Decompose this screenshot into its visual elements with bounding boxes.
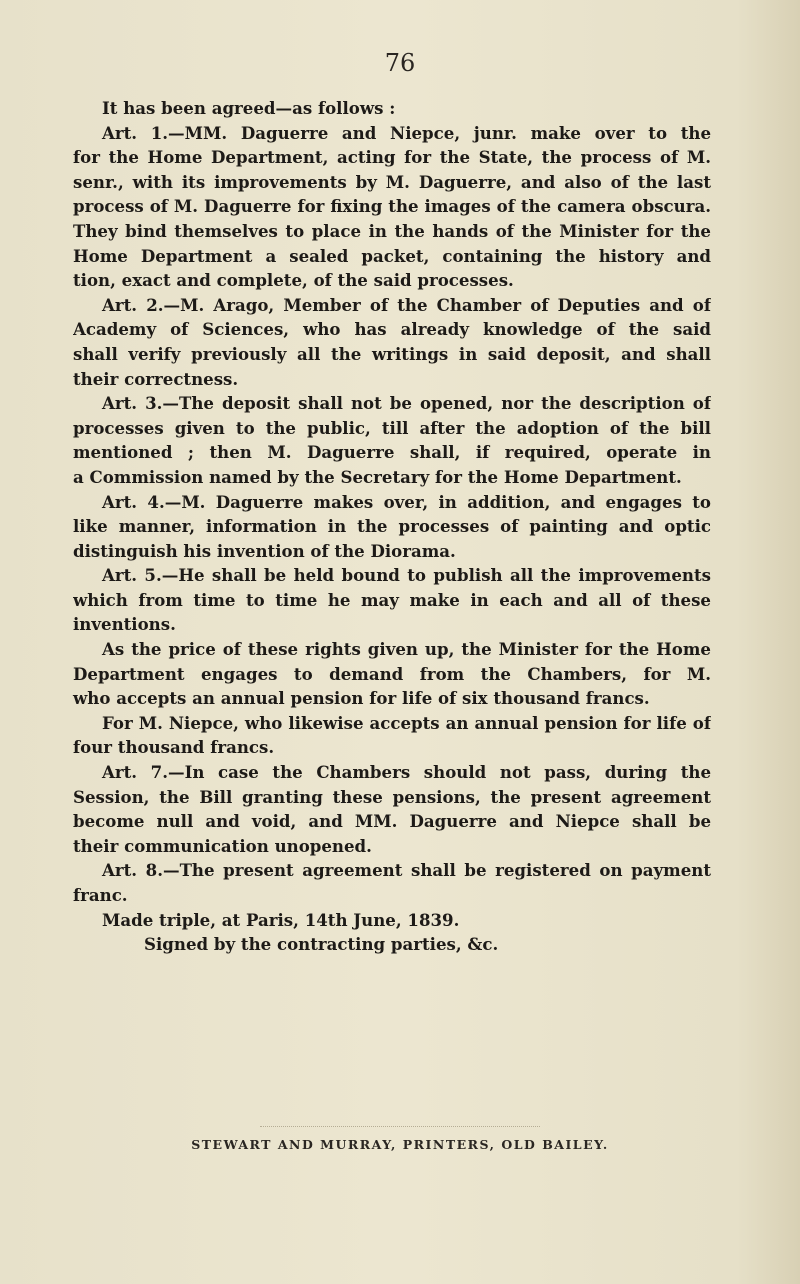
text-line: Session, the Bill granting these pensions, the present agreement	[73, 786, 711, 807]
text-line: who accepts an annual pension for life of six thousand francs.	[73, 688, 650, 709]
text-line: senr., with its improvements by M. Daguerre, and also of the last	[73, 171, 711, 192]
text-line: It has been agreed—as follows :	[102, 98, 396, 118]
text-line: their communication unopened.	[73, 835, 372, 856]
text-line: Home Department a sealed packet, containing the history and	[73, 245, 711, 266]
text-line: for the Home Department, acting for the State, the process of M.	[73, 147, 711, 168]
text-line: franc.	[73, 885, 128, 905]
text-line: Art. 2.—M. Arago, Member of the Chamber of Deputies and of	[102, 294, 711, 315]
text-line: mentioned ; then M. Daguerre shall, if required, operate in	[73, 442, 711, 463]
text-line: processes given to the public, till after the adoption of the bill	[73, 417, 711, 438]
text-line: Art. 3.—The deposit shall not be opened, nor the description of	[102, 393, 711, 414]
text-line: a Commission named by the Secretary for the Home Department.	[73, 466, 682, 487]
text-line: process of M. Daguerre for fixing the images of the camera obscura.	[73, 196, 711, 217]
text-line: Art. 1.—MM. Daguerre and Niepce, junr. make over to the	[102, 122, 711, 143]
text-line: Art. 8.—The present agreement shall be registered on payment	[102, 860, 711, 881]
text-line: Art. 4.—M. Daguerre makes over, in addition, and engages to	[102, 491, 711, 512]
text-line: As the price of these rights given up, the Minister for the Home	[102, 639, 711, 660]
text-line: shall verify previously all the writings in said deposit, and shall	[73, 343, 711, 364]
text-line: become null and void, and MM. Daguerre and Niepce shall be	[73, 811, 711, 832]
text-line: inventions.	[73, 614, 176, 635]
text-line: Art. 7.—In case the Chambers should not pass, during the	[102, 762, 711, 783]
text-line: Department engages to demand from the Chambers, for M.	[73, 663, 711, 684]
text-line: Academy of Sciences, who has already knowledge of the said	[73, 319, 711, 340]
page-number: 76	[384, 49, 416, 77]
text-line: like manner, information in the processes of painting and optic	[73, 516, 711, 537]
text-line: distinguish his invention of the Diorama.	[73, 540, 456, 561]
text-line: Made triple, at Paris, 14th June, 1839.	[102, 909, 460, 930]
text-line: tion, exact and complete, of the said processes.	[73, 270, 514, 291]
text-line: Art. 5.—He shall be held bound to publish all the improvements	[102, 565, 711, 586]
text-line: which from time to time he may make in each and all of these	[73, 589, 711, 610]
text-line: their correctness.	[73, 368, 239, 389]
printer-imprint: STEWART AND MURRAY, PRINTERS, OLD BAILEY.	[191, 1137, 609, 1152]
text-line: They bind themselves to place in the hands of the Minister for the	[73, 220, 711, 241]
footer-rule	[260, 1126, 540, 1128]
text-line: For M. Niepce, who likewise accepts an annual pension for life of	[102, 712, 711, 733]
page-body-text	[73, 96, 711, 957]
text-line: four thousand francs.	[73, 737, 275, 758]
text-line: Signed by the contracting parties, &c.	[144, 934, 499, 955]
